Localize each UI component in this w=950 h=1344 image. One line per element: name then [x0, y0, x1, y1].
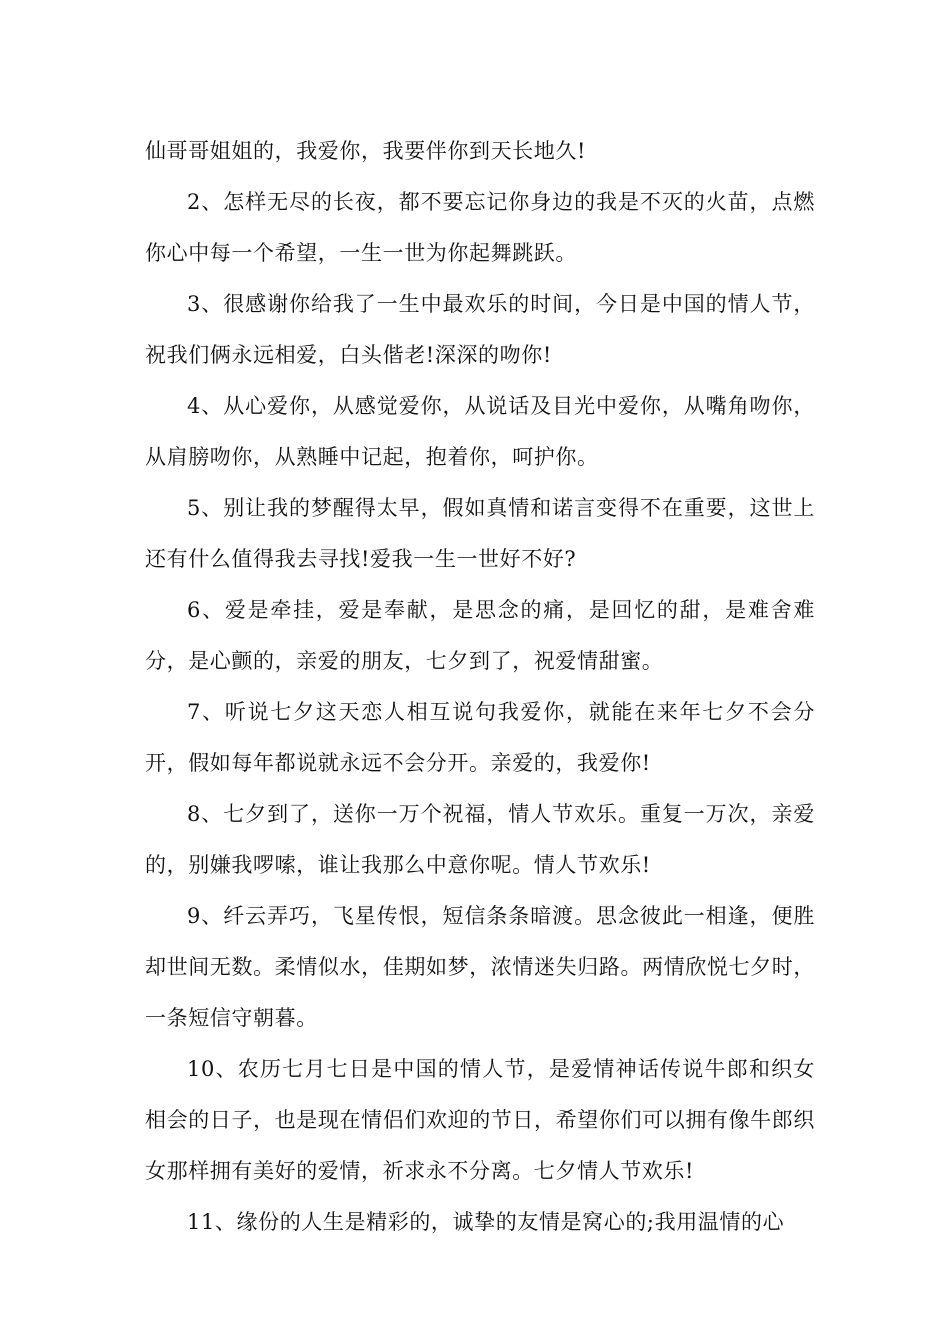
paragraph-item-7: 7、听说七夕这天恋人相互说句我爱你，就能在来年七夕不会分开，假如每年都说就永远不会分开。亲爱的，我爱你! — [145, 700, 815, 775]
paragraph-item-9: 9、纤云弄巧，飞星传恨，短信条条暗渡。思念彼此一相逢，便胜却世间无数。柔情似水，佳期如梦，浓情迷失归路。两情欣悦七夕时，一条短信守朝暮。 — [145, 904, 815, 1030]
paragraph-continuation: 仙哥哥姐姐的，我爱你，我要伴你到天长地久! — [145, 139, 587, 163]
document-body — [145, 126, 815, 1248]
paragraph-item-8: 8、七夕到了，送你一万个祝福，情人节欢乐。重复一万次，亲爱的，别嫌我啰嗦，谁让我那么中意你呢。情人节欢乐! — [145, 802, 815, 877]
paragraph-item-3: 3、很感谢你给我了一生中最欢乐的时间，今日是中国的情人节，祝我们俩永远相爱，白头偕老!深深的吻你! — [145, 292, 815, 367]
paragraph-item-6: 6、爱是牵挂，爱是奉献，是思念的痛，是回忆的甜，是难舍难分，是心颤的，亲爱的朋友，七夕到了，祝爱情甜蜜。 — [145, 598, 815, 673]
paragraph-item-5: 5、别让我的梦醒得太早，假如真情和诺言变得不在重要，这世上还有什么值得我去寻找!爱我一生一世好不好? — [145, 496, 815, 571]
paragraph-item-2: 2、怎样无尽的长夜，都不要忘记你身边的我是不灭的火苗，点燃你心中每一个希望，一生一世为你起舞跳跃。 — [145, 190, 815, 265]
paragraph-item-4: 4、从心爱你，从感觉爱你，从说话及目光中爱你，从嘴角吻你，从肩膀吻你，从熟睡中记起，抱着你，呵护你。 — [145, 394, 815, 469]
paragraph-item-11: 11、缘份的人生是精彩的，诚挚的友情是窝心的;我用温情的心 — [187, 1210, 785, 1234]
paragraph-item-10: 10、农历七月七日是中国的情人节，是爱情神话传说牛郎和织女相会的日子，也是现在情侣们欢迎的节日，希望你们可以拥有像牛郎织女那样拥有美好的爱情，祈求永不分离。七夕情人节欢乐! — [145, 1057, 815, 1183]
